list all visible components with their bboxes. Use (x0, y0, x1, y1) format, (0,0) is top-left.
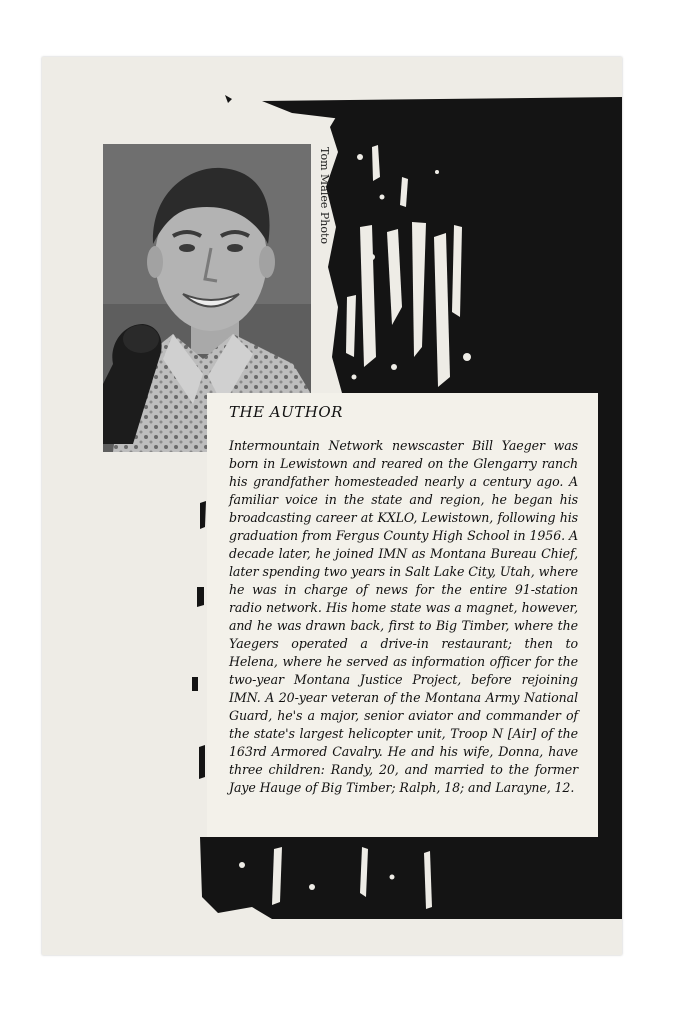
photo-credit: Tom Malee Photo (318, 147, 331, 245)
author-bio-box (207, 393, 598, 837)
bio-heading: THE AUTHOR (229, 403, 343, 421)
bio-text: Intermountain Network newscaster Bill Yaeger was born in Lewistown and reared on the Glengarry ranch his grandfather homesteaded nearly a century ago. A familiar voice in the state and region, he began his broadcasting career at KXLO, Lewistown, following his graduation from Fergus County High School in 1956. A decade later, he joined IMN as Montana Bureau Chief, later spending two years in Salt Lake City, Utah, where he was in charge of news for the entire 91-station radio network. His home state was a magnet, however, and he was drawn back, first to Big Timber, where the Yaegers operated a drive-in restaurant; then to Helena, where he served as information officer for the two-year Montana Justice Project, before rejoining IMN. A 20-year veteran of the Montana Army National Guard, he's a major, senior aviator and commander of the state's largest helicopter unit, Troop N [Air] of the 163rd Armored Cavalry. He and his wife, Donna, have three children: Randy, 20, and married to the former Jaye Hauge of Big Timber; Ralph, 18; and Larayne, 12. (229, 438, 578, 795)
book-back-cover (42, 57, 622, 955)
